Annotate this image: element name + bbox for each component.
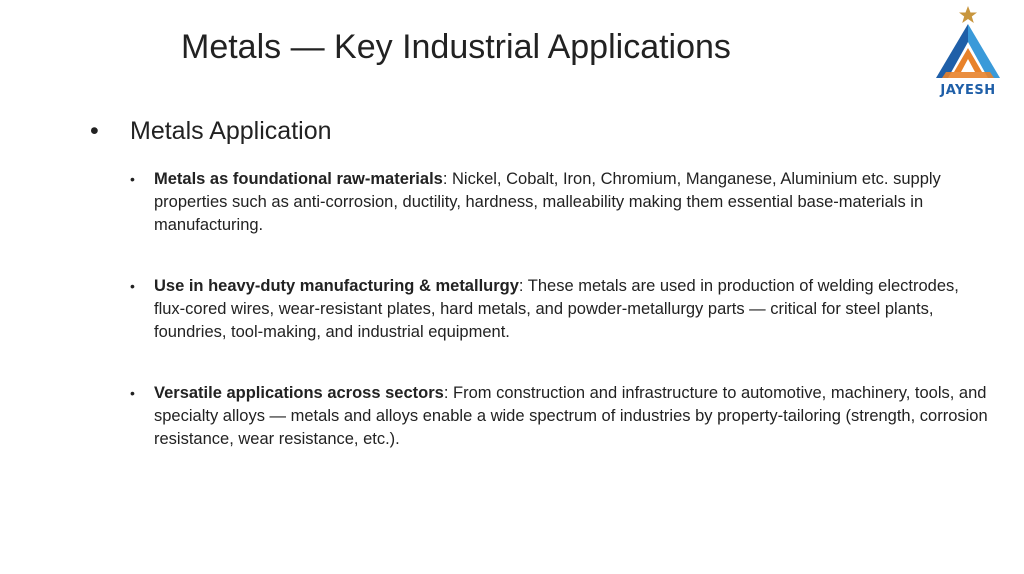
sub-bullet-text: : From construction and infrastructure to automotive, machinery, tools, and specialty alloys — metals and alloys enable a wide spectrum of industries by property-tailoring (strength, corrosion resistance, wear resistance, etc.). [154, 384, 988, 448]
sub-bullet-text: : These metals are used in production of welding electrodes, flux-cored wires, wear-resistant plates, hard metals, and powder-metallurgy parts — critical for steel plants, foundries, tool-making, and industrial equipment. [154, 277, 959, 341]
sub-bullet-heading: Metals as foundational raw-materials [154, 170, 443, 188]
sub-bullet-glyph: • [130, 171, 135, 187]
sub-bullet-glyph: • [130, 385, 135, 401]
sub-bullet-body [154, 275, 990, 344]
sub-bullet-body [154, 382, 990, 451]
sub-bullet-glyph: • [130, 278, 135, 294]
logo-mark-icon [928, 4, 1008, 84]
logo-star-icon [959, 6, 977, 23]
logo-text: JAYESH [940, 83, 996, 98]
slide-title: Metals — Key Industrial Applications [181, 28, 731, 66]
sub-bullet-heading: Use in heavy-duty manufacturing & metallurgy [154, 277, 519, 295]
main-bullet-label: Metals Application [130, 117, 332, 145]
sub-bullet-text: : Nickel, Cobalt, Iron, Chromium, Manganese, Aluminium etc. supply properties such as anti-corrosion, ductility, hardness, malleability making them essential base-materials in manufacturing. [154, 170, 941, 234]
sub-bullet-body [154, 168, 990, 237]
main-bullet-glyph: • [90, 117, 99, 145]
jayesh-logo [928, 4, 1008, 104]
sub-bullet-heading: Versatile applications across sectors [154, 384, 444, 402]
